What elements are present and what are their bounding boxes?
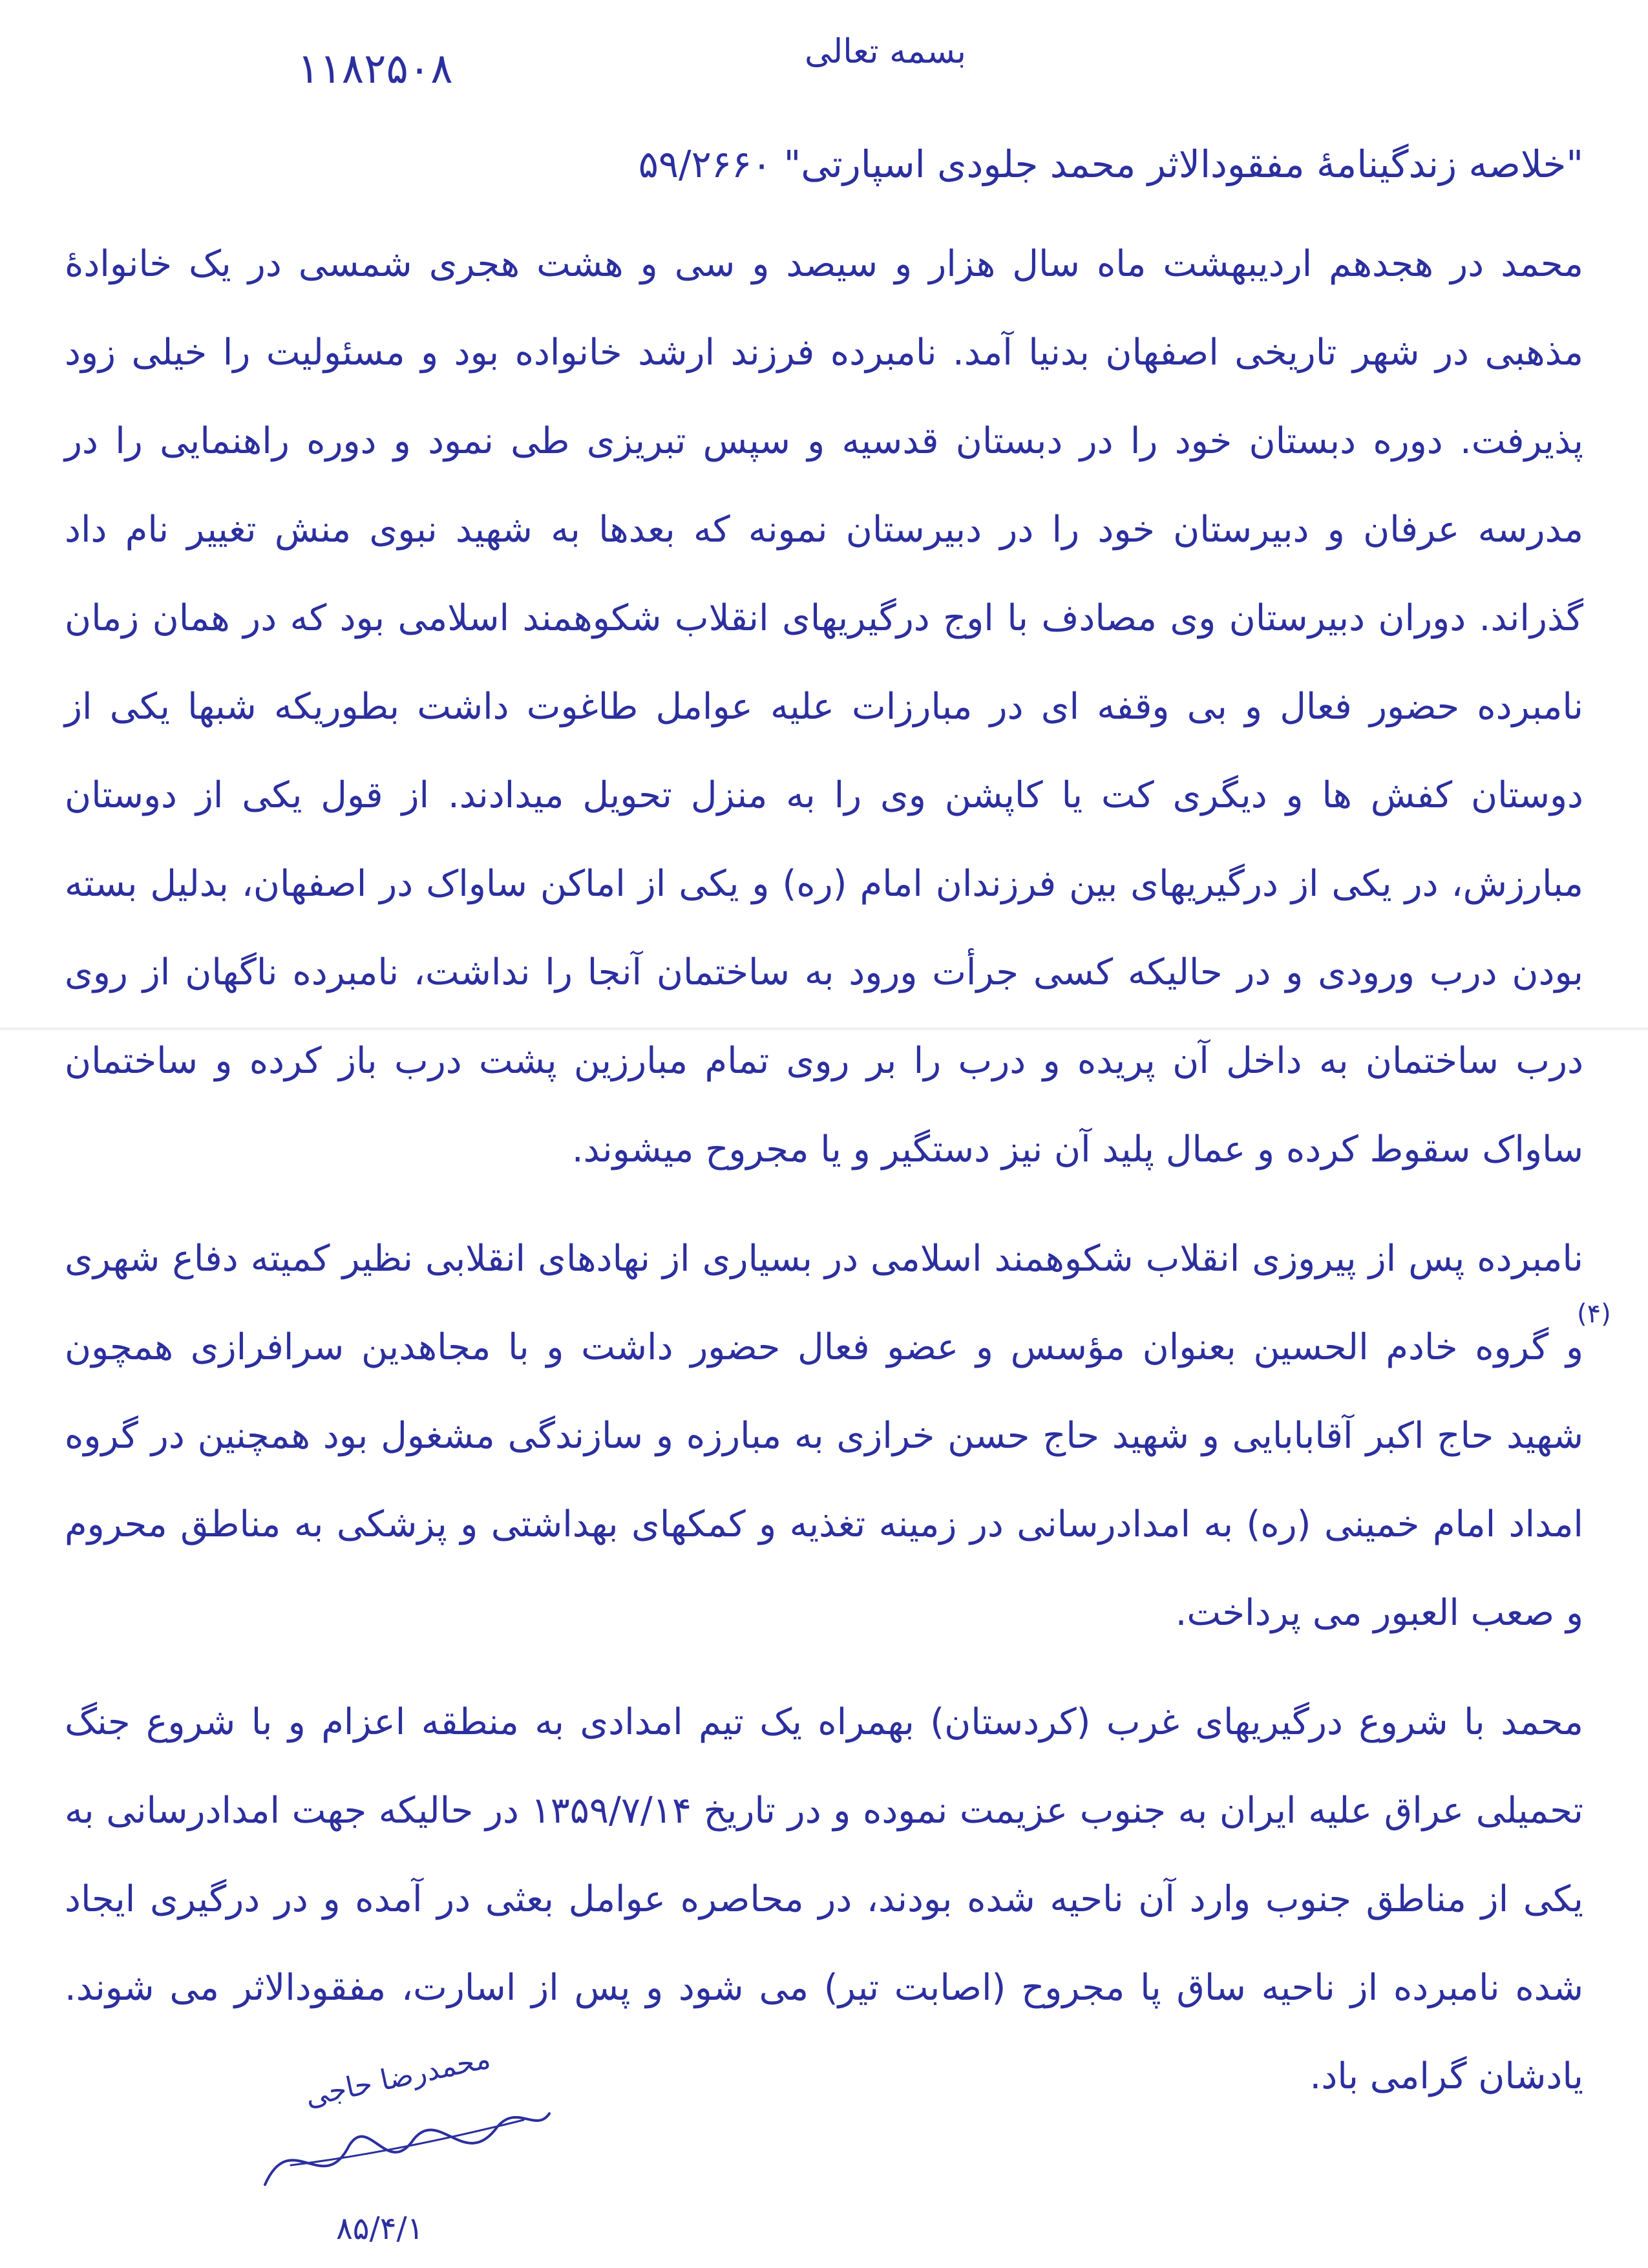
signature-scribble-icon [252,2101,562,2204]
signature-date: ۸۵/۴/۱ [336,2210,424,2247]
handwritten-signature [252,2101,562,2204]
paragraph-2: نامبرده پس از پیروزی انقلاب شکوهمند اسلامی در بسیاری از نهادهای انقلابی نظیر کمیته دفاع شهری و گروه خادم الحسین بعنوان مؤسس و عضو فعال حضور داشت و با مجاهدین سرافرازی همچون شهید حاج اکبر آقابابایی و شهید حاج حسن خرازی به مبارزه و سازندگی مشغول بود همچنین در گروه امداد امام خمینی (ره) به امدادرسانی در زمینه تغذیه و کمکهای بهداشتی و پزشکی به مناطق محروم و صعب العبور می پرداخت. [65,1238,1583,1634]
document-body [65,220,1583,2121]
paragraph-3: محمد با شروع درگیریهای غرب (کردستان) بهمراه یک تیم امدادی به منطقه اعزام و با شروع جنگ تحمیلی عراق علیه ایران به جنوب عزیمت نموده و در تاریخ ۱۳۵۹/۷/۱۴ در حالیکه جهت امدادرسانی به یکی از مناطق جنوب وارد آن ناحیه شده بودند، در محاصره عوامل بعثی در آمده و در درگیری ایجاد شده نامبرده از ناحیه ساق پا مجروح (اصابت تیر) می شود و پس از اسارت، مفقودالاثر می شوند. یادشان گرامی باد. [65,1701,1583,2097]
margin-note-number: (۴) [1577,1299,1611,1329]
basmala-heading: بسمه تعالی [805,32,966,71]
document-number: ۱۱۸۲۵۰۸ [297,45,453,93]
title-number: ۵۹/۲۶۶۰ [638,142,772,186]
document-title [78,142,1583,186]
signature-name: محمدرضا حاجی [302,2042,494,2114]
paragraph-1: محمد در هجدهم اردیبهشت ماه سال هزار و سیصد و سی و هشت هجری شمسی در یک خانوادهٔ مذهبی در شهر تاریخی اصفهان بدنیا آمد. نامبرده فرزند ارشد خانواده بود و مسئولیت را خیلی زود پذیرفت. دوره دبستان خود را در دبستان قدسیه و سپس تبریزی طی نمود و دوره راهنمایی را در مدرسه عرفان و دبیرستان خود را در دبیرستان نمونه که بعدها به شهید نبوی منش تغییر نام داد گذراند. دوران دبیرستان وی مصادف با اوج درگیریهای انقلاب شکوهمند اسلامی بود که در همان زمان نامبرده حضور فعال و بی وقفه ای در مبارزات علیه عوامل طاغوت داشت بطوریکه شبها یکی از دوستان کفش ها و دیگری کت یا کاپشن وی را به منزل تحویل میدادند. از قول یکی از دوستان مبارزش، در یکی از درگیریهای بین فرزندان امام (ره) و یکی از اماکن ساواک در اصفهان، بدلیل بسته بودن درب ورودی و در حالیکه کسی جرأت ورود به ساختمان آنجا را نداشت، نامبرده ناگهان از روی درب ساختمان به داخل آن پریده و درب را بر روی تمام مبارزین پشت درب باز کرده و ساختمان ساواک سقوط کرده و عمال پلید آن نیز دستگیر و یا مجروح میشوند. [65,243,1583,1171]
title-text: "خلاصه زندگینامهٔ مفقودالاثر محمد جلودی اسپارتی" [783,142,1583,186]
